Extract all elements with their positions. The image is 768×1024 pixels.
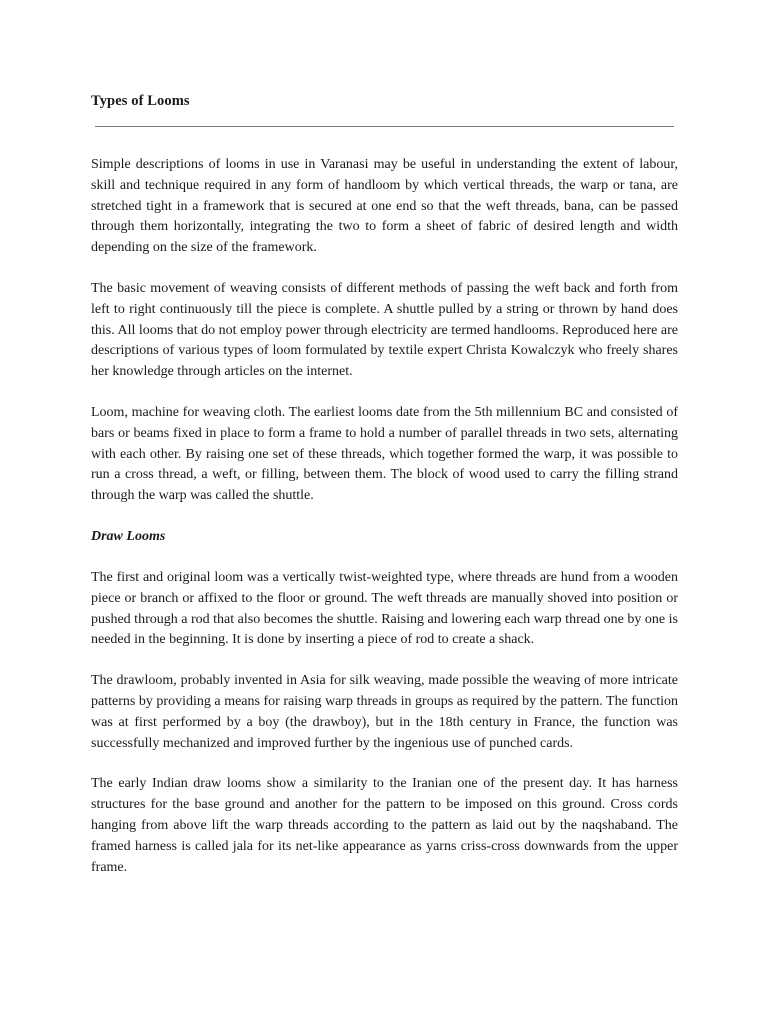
paragraph-draw-2: The drawloom, probably invented in Asia for silk weaving, made possible the weaving of more intricate patterns by providing a means for raising warp threads in groups as required by the pattern. The function was at first performed by a boy (the drawboy), but in the 18th century in France, the function was successfully mechanized and improved further by the ingenious use of punched cards. [91,673,678,751]
paragraph-intro-2: The basic movement of weaving consists of different methods of passing the weft back and forth from left to right continuously till the piece is complete. A shuttle pulled by a string or thrown by hand does this. All looms that do not employ power through electricity are termed handlooms. Reproduced here are descriptions of various types of loom formulated by textile expert Christa Kowalczyk who freely shares her knowledge through articles on the internet. [91,280,678,380]
paragraph-draw-1: The first and original loom was a vertically twist-weighted type, where threads are hund from a wooden piece or branch or affixed to the floor or ground. The weft threads are manually shoved into position or pushed through a rod that also becomes the shuttle. Raising and lowering each warp thread one by one is needed in the beginning. It is done by inserting a piece of rod to create a shack. [91,569,678,648]
paragraph-intro-1: Simple descriptions of looms in use in Varanasi may be useful in understanding the extent of labour, skill and technique required in any form of handloom by which vertical threads, the warp or tana, are stretched tight in a framework that is secured at one end so that the weft threads, bana, can be passed through them horizontally, integrating the two to form a sheet of fabric of desired length and width depending on the size of the framework. [91,157,678,256]
paragraph-intro-3: Loom, machine for weaving cloth. The earliest looms date from the 5th millennium BC and consisted of bars or beams fixed in place to form a frame to hold a number of parallel threads in two sets, alternating with each other. By raising one set of these threads, which together formed the warp, it was possible to run a cross thread, a weft, or filling, between them. The block of wood used to carry the filling strand through the warp was called the shuttle. [91,404,678,504]
document-title: Types of Looms [91,93,190,109]
paragraph-draw-3: The early Indian draw looms show a similarity to the Iranian one of the present day. It has harness structures for the base ground and another for the pattern to be imposed on this ground. Cross cords hanging from above lift the warp threads according to the pattern as laid out by the naqshaband. The framed harness is called jala for its net-like appearance as yarns criss-cross downwards from the upper frame. [91,776,678,875]
title-divider [95,126,674,127]
section-heading-draw-looms: Draw Looms [91,528,166,544]
document-body [91,155,678,898]
